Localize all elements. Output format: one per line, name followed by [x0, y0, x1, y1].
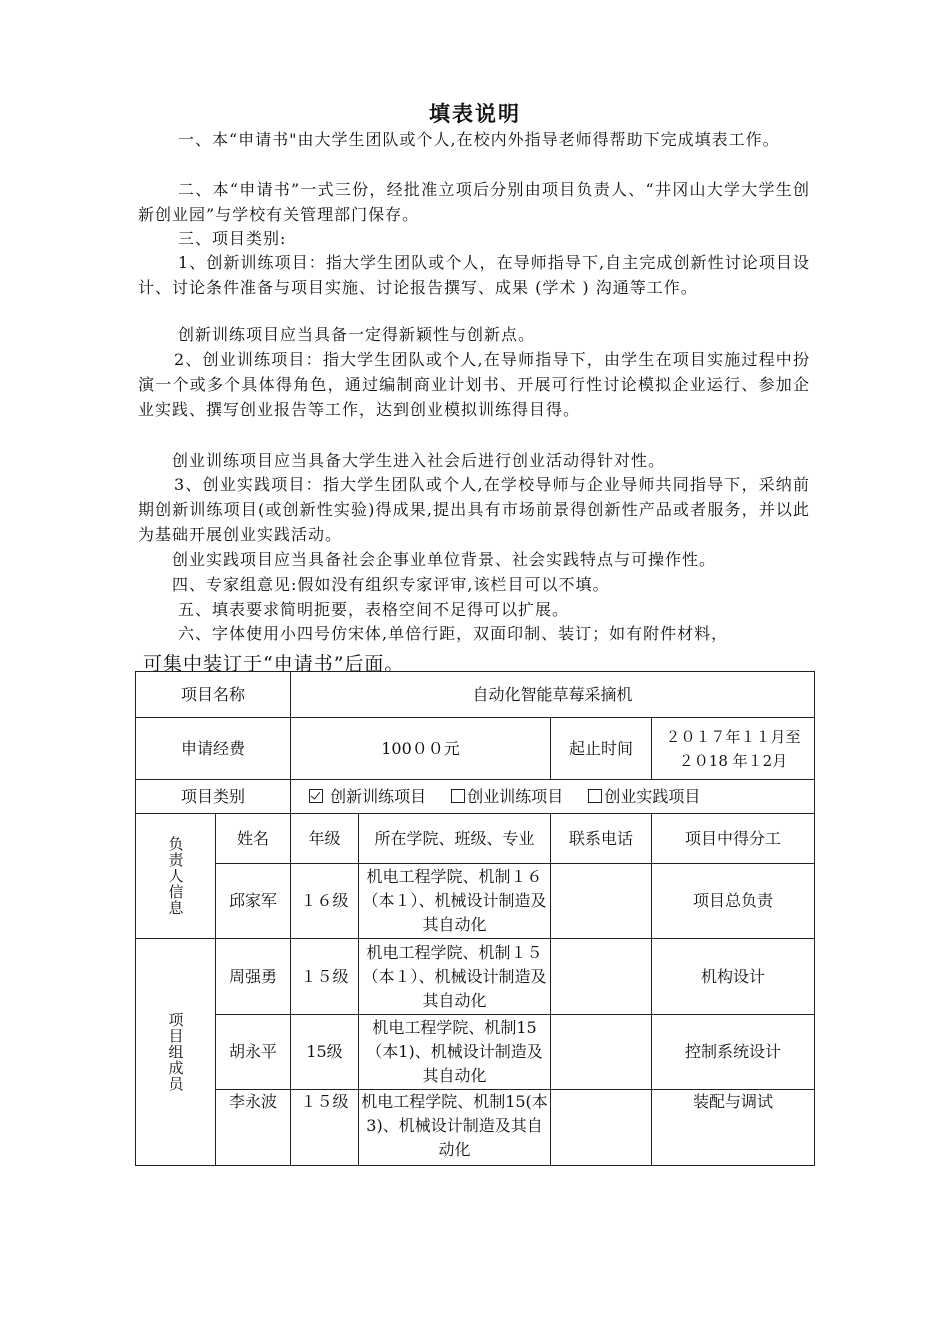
- instruction-last-line: 可集中装订于“申请书”后面。: [143, 653, 405, 675]
- member-phone: [551, 1015, 652, 1090]
- instruction-paragraph-6: 2、创业训练项目：指大学生团队或个人,在导师指导下，由学生在项目实施过程中扮演一个或多个具体得角色，通过编制商业计划书、开展可行性讨论模拟企业运行、参加企业实践、撰写创业报告等工作，达到创业模拟训练得目得。: [138, 350, 810, 419]
- header-college: 所在学院、班级、专业: [359, 814, 551, 864]
- instruction-paragraph-4: 1、创新训练项目：指大学生团队或个人，在导师指导下,自主完成创新性讨论项目设计、讨论条件准备与项目实施、讨论报告撰写、成果 (学术 ) 沟通等工作。: [138, 253, 810, 297]
- leader-grade: １６级: [291, 864, 359, 939]
- member-college: 机电工程学院、机制15(本3)、机械设计制造及其自动化: [359, 1090, 551, 1166]
- instruction-paragraph-8: 3、创业实践项目：指大学生团队或个人,在学校导师与企业导师共同指导下，采纳前期创新训练项目(或创新性实验)得成果,提出具有市场前景得创新性产品或者服务，并以此为基础开展创业实践活动。: [138, 475, 810, 544]
- instruction-paragraph-5: 创新训练项目应当具备一定得新颖性与创新点。: [178, 325, 536, 344]
- member-name: 周强勇: [216, 939, 291, 1015]
- members-group-label: 项目组成员: [166, 1012, 185, 1092]
- leader-row: [136, 864, 815, 939]
- instruction-paragraph-2: 二、本“申请书”一式三份，经批准立项后分别由项目负责人、“井冈山大学大学生创新创业园”与学校有关管理部门保存。: [138, 180, 810, 224]
- application-form-table: [135, 671, 815, 1166]
- member-grade: 15级: [291, 1015, 359, 1090]
- member-role: 机构设计: [652, 939, 815, 1015]
- header-grade: 年级: [291, 814, 359, 864]
- instruction-paragraph-10: 四、专家组意见:假如没有组织专家评审,该栏目可以不填。: [172, 575, 610, 594]
- member-phone: [551, 939, 652, 1015]
- member-phone: [551, 1090, 652, 1166]
- leader-college: 机电工程学院、机制１６（本１）、机械设计制造及其自动化: [359, 864, 551, 939]
- category-option-entrepreneurship-practice[interactable]: 创业实践项目: [588, 787, 700, 806]
- instruction-paragraph-3: 三、项目类别:: [178, 229, 287, 248]
- leader-role: 项目总负责: [652, 864, 815, 939]
- category-option-innovation[interactable]: 创新训练项目: [309, 787, 426, 806]
- period-line-2: ２０18 年１2月: [678, 751, 788, 770]
- member-row: [136, 939, 815, 1015]
- instructions-title: 填表说明: [429, 101, 521, 126]
- leader-phone: [551, 864, 652, 939]
- period-label: 起止时间: [551, 718, 652, 780]
- period-value: [652, 718, 815, 780]
- member-name: 李永波: [216, 1090, 291, 1166]
- project-name-label: 项目名称: [136, 672, 291, 718]
- header-name: 姓名: [216, 814, 291, 864]
- instruction-paragraph-9: 创业实践项目应当具备社会企事业单位背景、社会实践特点与可操作性。: [172, 550, 717, 569]
- period-line-1: ２０１７年１１月至: [665, 727, 801, 746]
- members-group-cell: [136, 939, 216, 1166]
- funding-row: [136, 718, 815, 780]
- header-row: [136, 814, 815, 864]
- instruction-paragraph-7: 创业训练项目应当具备大学生进入社会后进行创业活动得针对性。: [172, 451, 666, 470]
- checkbox-icon[interactable]: [588, 789, 602, 803]
- funding-label: 申请经费: [136, 718, 291, 780]
- leader-group-cell: [136, 814, 216, 939]
- member-name: 胡永平: [216, 1015, 291, 1090]
- member-grade: １５级: [291, 939, 359, 1015]
- member-college: 机电工程学院、机制15（本1)、机械设计制造及其自动化: [359, 1015, 551, 1090]
- category-label: 项目类别: [136, 780, 291, 814]
- instruction-paragraph-1: 一、本“申请书"由大学生团队或个人,在校内外指导老师得帮助下完成填表工作。: [178, 130, 780, 149]
- header-role: 项目中得分工: [652, 814, 815, 864]
- project-name-row: [136, 672, 815, 718]
- checkbox-icon[interactable]: [451, 789, 465, 803]
- category-option-entrepreneurship-training[interactable]: 创业训练项目: [451, 787, 563, 806]
- member-row: [136, 1090, 815, 1166]
- leader-group-label: 负责人信息: [166, 836, 185, 916]
- member-role: 装配与调试: [652, 1090, 815, 1166]
- member-grade: １５级: [291, 1090, 359, 1166]
- member-row: [136, 1015, 815, 1090]
- instruction-paragraph-11: 五、填表要求简明扼要，表格空间不足得可以扩展。: [178, 600, 570, 619]
- category-row: [136, 780, 815, 814]
- leader-name: 邱家军: [216, 864, 291, 939]
- header-phone: 联系电话: [551, 814, 652, 864]
- checkbox-checked-icon[interactable]: [309, 789, 323, 803]
- instruction-paragraph-12: 六、字体使用小四号仿宋体,单倍行距，双面印制、装订；如有附件材料，: [178, 624, 729, 643]
- project-name-value: 自动化智能草莓采摘机: [291, 672, 815, 718]
- member-college: 机电工程学院、机制１５（本１）、机械设计制造及其自动化: [359, 939, 551, 1015]
- member-role: 控制系统设计: [652, 1015, 815, 1090]
- category-options: [291, 780, 815, 814]
- funding-value: 100００元: [291, 718, 551, 780]
